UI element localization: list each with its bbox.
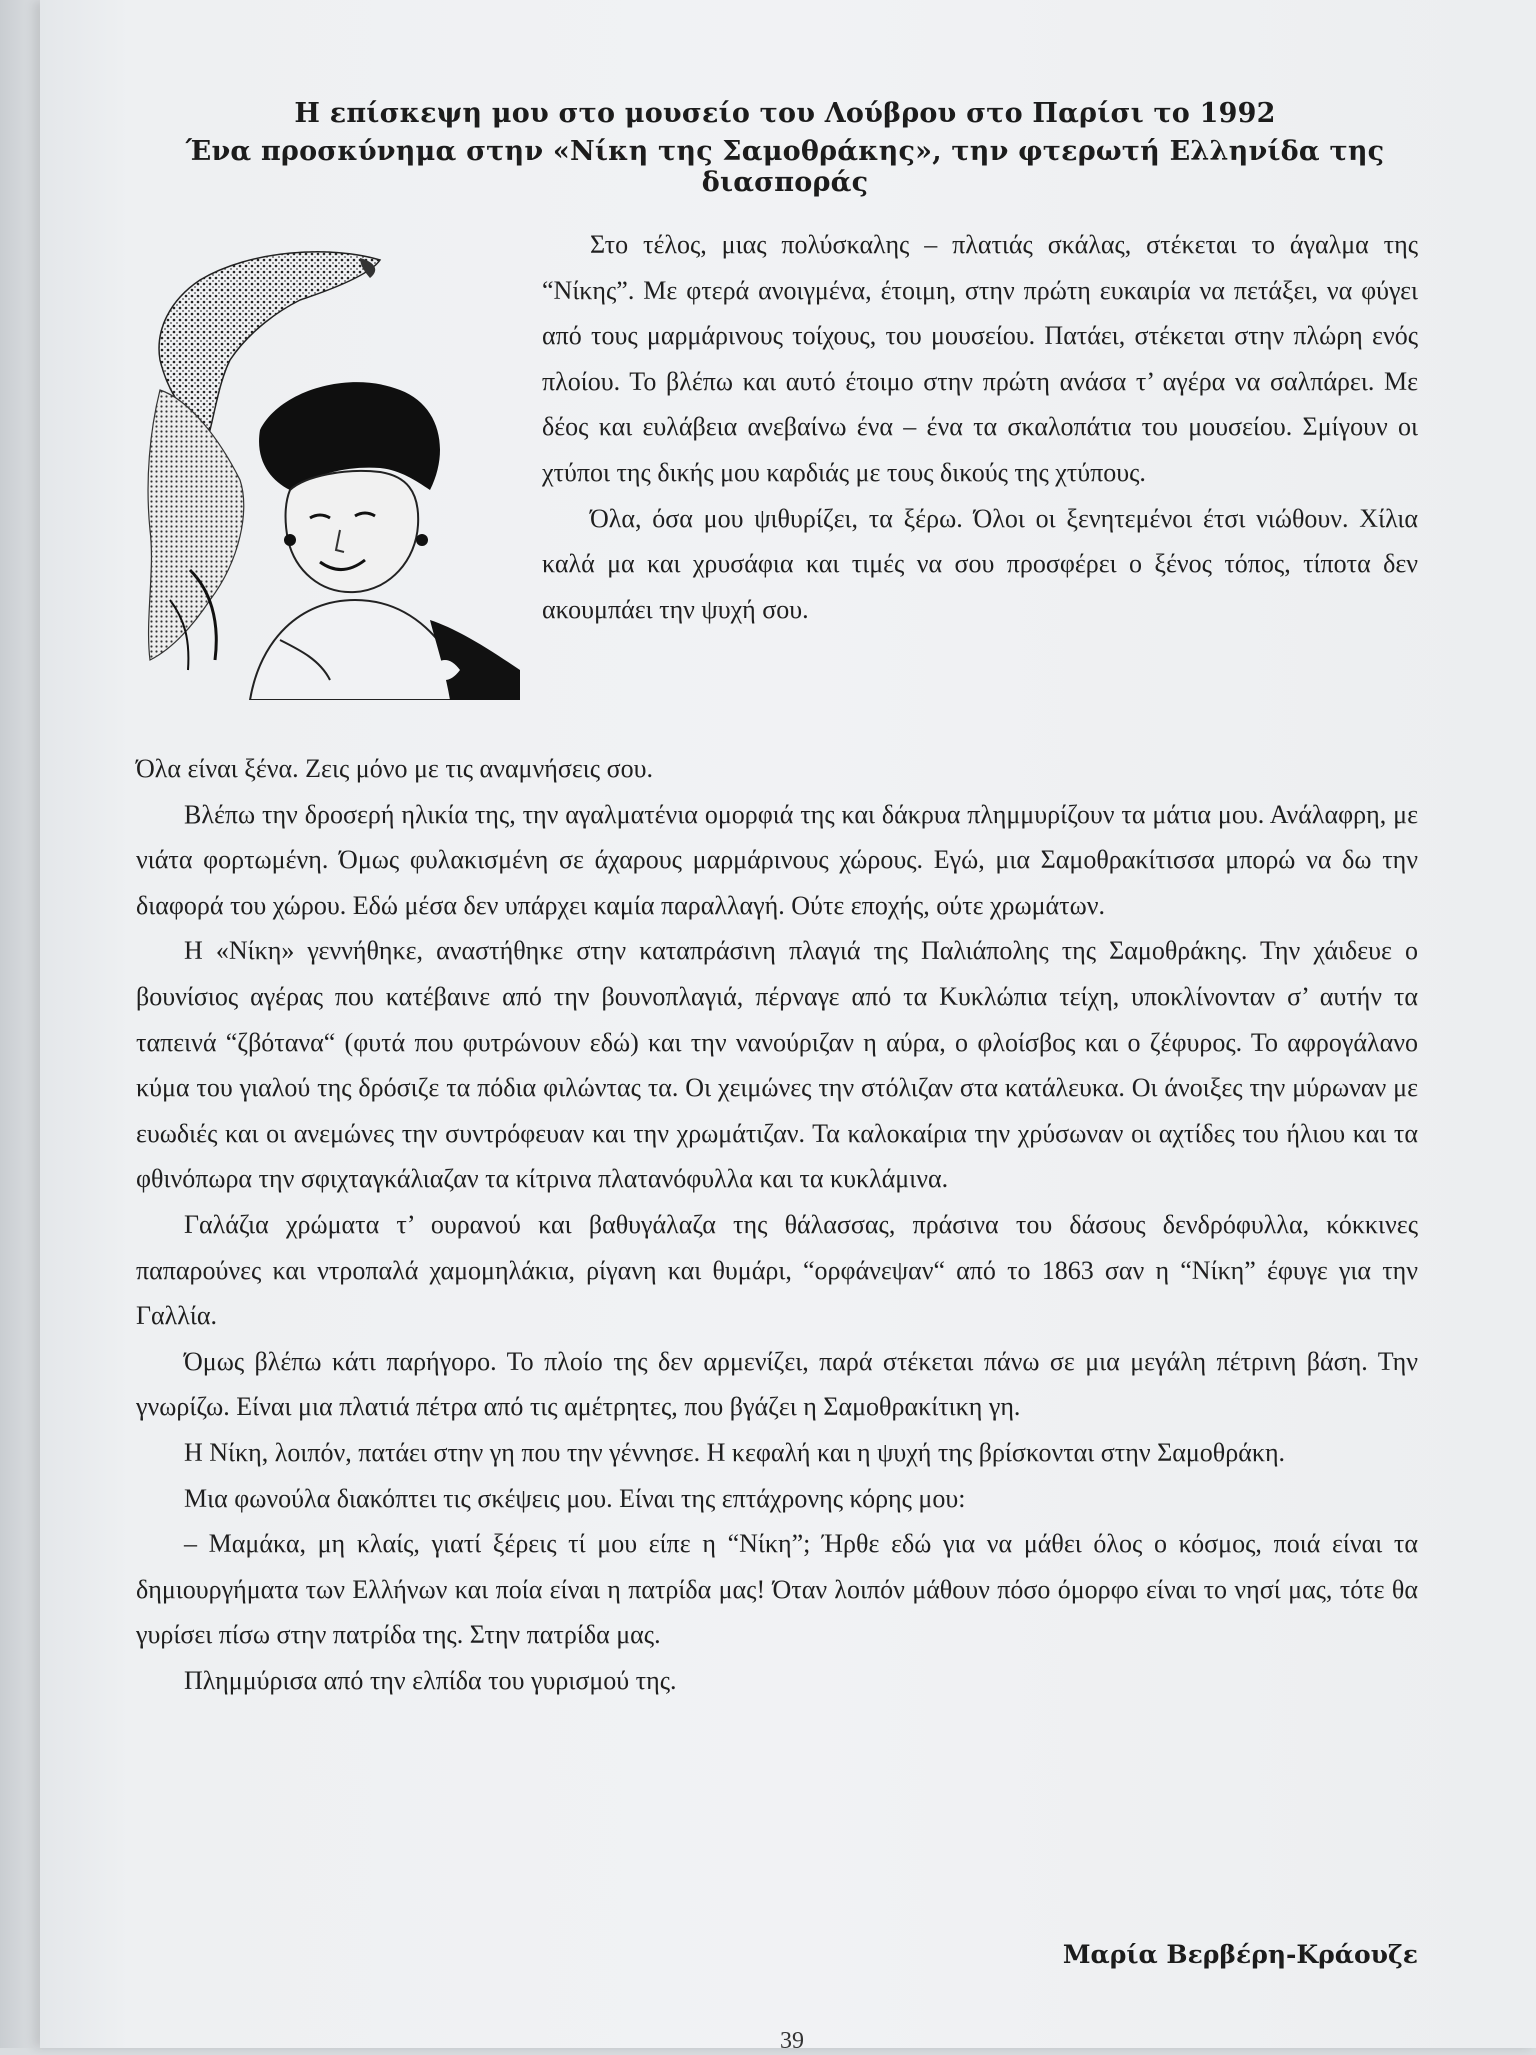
illustration-winged-victory [130,240,520,700]
paragraph: Όμως βλέπω κάτι παρήγορο. Το πλοίο της δεν αρμενίζει, παρά στέκεται πάνω σε μια μεγάλη πέτρινη βάση. Την γνωρίζω. Είναι μια πλατιά πέτρα από τις αμέτρητες, που βγάζει η Σαμοθρακίτικη γη. [136,1346,1418,1422]
book-spine-shadow [0,0,40,2048]
paragraph: Όλα, όσα μου ψιθυρίζει, τα ξέρω. Όλοι οι ξενητεμένοι έτσι νιώθουν. Χίλια καλά μα και χρυσάφια και τιμές να σου προσφέρει ο ξένος τόπος, τίποτα δεν ακουμπάει την ψυχή σου. [542,503,1418,624]
paragraph: Πλημμύρισα από την ελπίδα του γυρισμού της. [184,1665,677,1695]
paragraph: Η «Νίκη» γεννήθηκε, αναστήθηκε στην καταπράσινη πλαγιά της Παλιάπολης της Σαμοθράκης. Την χάιδευε ο βουνίσιος αγέρας που κατέβαινε από την βουνοπλαγιά, πέρναγε από τα Κυκλώπια τείχη, υποκλίνονταν σ’ αυτήν τα ταπεινά “ζβότανα“ (φυτά που φυτρώνουν εδώ) και την νανούριζαν η αύρα, ο φλοίσβος και ο ζέφυρος. Το αφρογάλανο κύμα του γιαλού της δρόσιζε τα πόδια φιλώντας τα. Οι χειμώνες την στόλιζαν στα κατάλευκα. Οι άνοιξες την μύρωναν με ευωδιές και οι ανεμώνες την συντρόφευαν και την χρωμάτιζαν. Τα καλοκαίρια την χρύσωναν οι αχτίδες του ήλιου και τα φθινόπωρα την σφιχταγκάλιαζαν τα κίτρινα πλατανόφυλλα και τα κυκλάμινα. [136,936,1418,1194]
wrapped-text-column [542,222,1418,632]
paragraph: Στο τέλος, μιας πολύσκαλης – πλατιάς σκάλας, στέκεται το άγαλμα της “Νίκης”. Με φτερά ανοιγμένα, έτοιμη, στην πρώτη ευκαιρία να πετάξει, να φύγει από τους μαρμάρινους τοίχους, του μουσείου. Πατάει, στέκεται στην πλώρη ενός πλοίου. Το βλέπω και αυτό έτοιμο στην πρώτη ανάσα τ’ αγέρα να σαλπάρει. Με δέος και ευλάβεια ανεβαίνω ένα – ένα τα σκαλοπάτια του μουσείου. Σμίγουν οι χτύποι της δικής μου καρδιάς με τους δικούς της χτύπους. [542,230,1418,487]
page-number: 39 [780,2028,804,2054]
paragraph: Η Νίκη, λοιπόν, πατάει στην γη που την γέννησε. Η κεφαλή και η ψυχή της βρίσκονται στην Σαμοθράκη. [184,1437,1286,1467]
paragraph: Γαλάζια χρώματα τ’ ουρανού και βαθυγάλαζα της θάλασσας, πράσινα του δάσους δενδρόφυλλα, κόκκινες παπαρούνες και ντροπαλά χαμομηλάκια, ρίγανη και θυμάρι, “ορφάνεψαν“ από το 1863 σαν η “Νίκη” έφυγε για την Γαλλία. [136,1209,1418,1331]
article-subtitle: Ένα προσκύνημα στην «Νίκη της Σαμοθράκης», την φτερωτή Ελληνίδα της διασποράς [185,136,1385,198]
article-title: Η επίσκεψη μου στο μουσείο του Λούβρου στο Παρίσι το 1992 [294,98,1276,129]
paragraph: – Μαμάκα, μη κλαίς, γιατί ξέρεις τί μου είπε η “Νίκη”; Ήρθε εδώ για να μάθει όλος ο κόσμος, ποιά είναι τα δημιουργήματα των Ελλήνων και ποία είναι η πατρίδα μας! Όταν λοιπόν μάθουν πόσο όμορφο είναι το νησί μας, τότε θα γυρίσει πίσω στην πατρίδα της. Στην πατρίδα μας. [136,1529,1418,1650]
full-width-text [136,746,1418,1703]
paragraph: Μια φωνούλα διακόπτει τις σκέψεις μου. Είναι της επτάχρονης κόρης μου: [184,1483,966,1513]
paragraph: Βλέπω την δροσερή ηλικία της, την αγαλματένια ομορφιά της και δάκρυα πλημμυρίζουν τα μάτια μου. Ανάλαφρη, με νιάτα φορτωμένη. Όμως φυλακισμένη σε άχαρους μαρμάρινους χώρους. Εγώ, μια Σαμοθρακίτισσα μπορώ να δω την διαφορά του χώρου. Εδώ μέσα δεν υπάρχει καμία παραλλαγή. Ούτε εποχής, ούτε χρωμάτων. [136,799,1418,920]
paragraph: Όλα είναι ξένα. Ζεις μόνο με τις αναμνήσεις σου. [136,754,653,783]
winged-victory-portrait-icon [130,240,520,700]
author-signature: Μαρία Βερβέρη-Κράουζε [1062,1940,1418,1969]
